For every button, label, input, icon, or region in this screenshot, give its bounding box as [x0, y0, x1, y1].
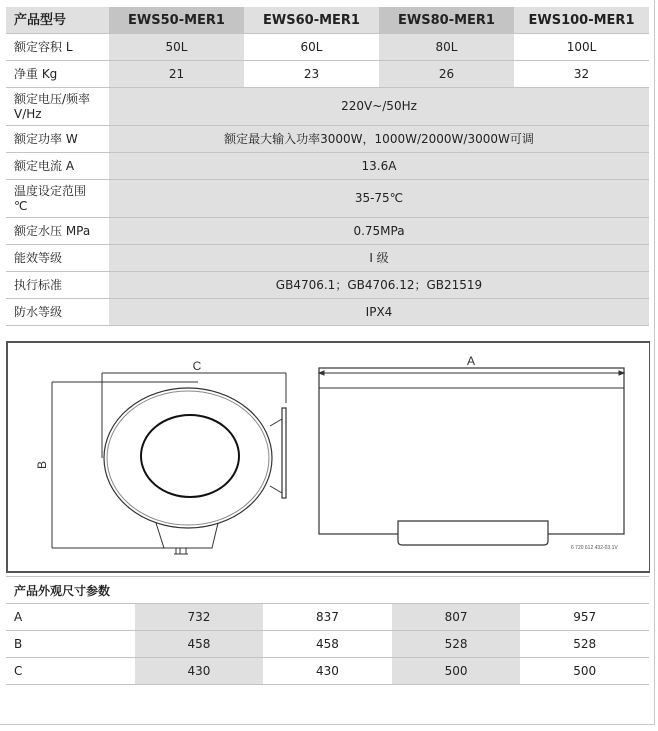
span-cell: GB4706.1；GB4706.12；GB21519: [109, 272, 649, 299]
spec-table: [6, 7, 649, 326]
cell: 732: [135, 604, 264, 631]
cell: 458: [135, 631, 264, 658]
page-border-right: [654, 0, 655, 725]
cell: 528: [520, 631, 649, 658]
label-a: A: [466, 354, 476, 368]
row-label: 额定容积 L: [6, 34, 109, 61]
model-header: EWS50-MER1: [109, 7, 244, 34]
spec-row-weight: [6, 61, 649, 88]
span-cell: 220V~/50Hz: [109, 88, 649, 126]
dims-row-c: [6, 658, 649, 685]
spec-row-efficiency: [6, 245, 649, 272]
model-header: EWS60-MER1: [244, 7, 379, 34]
cell: 430: [263, 658, 392, 685]
cell: 430: [135, 658, 264, 685]
dimension-diagram: [6, 341, 650, 573]
row-label: 能效等级: [6, 245, 109, 272]
span-cell: I 级: [109, 245, 649, 272]
cell: 957: [520, 604, 649, 631]
row-label: 净重 Kg: [6, 61, 109, 88]
spec-row-power: [6, 126, 649, 153]
row-label: 防水等级: [6, 299, 109, 326]
cell: 500: [392, 658, 521, 685]
page-border-bottom: [0, 724, 655, 725]
row-label: 额定功率 W: [6, 126, 109, 153]
cell: 21: [109, 61, 244, 88]
spec-row-voltage: [6, 88, 649, 126]
dims-title: 产品外观尺寸参数: [6, 577, 649, 604]
cell: 80L: [379, 34, 514, 61]
cell: 528: [392, 631, 521, 658]
row-label: 执行标准: [6, 272, 109, 299]
row-label: B: [6, 631, 135, 658]
dims-title-row: [6, 577, 649, 604]
dimensions-table: [6, 576, 649, 685]
span-cell: IPX4: [109, 299, 649, 326]
cell: 60L: [244, 34, 379, 61]
row-label: A: [6, 604, 135, 631]
cell: 32: [514, 61, 649, 88]
label-b: B: [35, 460, 49, 470]
cell: 100L: [514, 34, 649, 61]
cell: 837: [263, 604, 392, 631]
spec-header-row: [6, 7, 649, 34]
spec-row-temperature: [6, 180, 649, 218]
span-cell: 额定最大输入功率3000W，1000W/2000W/3000W可调: [109, 126, 649, 153]
row-label: 温度设定范围 ℃: [6, 180, 109, 218]
dims-row-b: [6, 631, 649, 658]
cell: 26: [379, 61, 514, 88]
span-cell: 13.6A: [109, 153, 649, 180]
heater-drawing-icon: [8, 343, 649, 571]
row-label: C: [6, 658, 135, 685]
spec-row-current: [6, 153, 649, 180]
row-label: 额定电压/频率 V/Hz: [6, 88, 109, 126]
cell: 500: [520, 658, 649, 685]
spec-row-standard: [6, 272, 649, 299]
cell: 23: [244, 61, 379, 88]
model-header: EWS80-MER1: [379, 7, 514, 34]
cell: 458: [263, 631, 392, 658]
model-header: EWS100-MER1: [514, 7, 649, 34]
cell: 807: [392, 604, 521, 631]
drawing-code: 6 720 612 432-03,1V: [571, 545, 618, 551]
spec-row-waterproof: [6, 299, 649, 326]
row-label: 额定电流 A: [6, 153, 109, 180]
row-label: 额定水压 MPa: [6, 218, 109, 245]
header-label: 产品型号: [6, 7, 109, 34]
dims-row-a: [6, 604, 649, 631]
span-cell: 0.75MPa: [109, 218, 649, 245]
label-c: C: [192, 359, 202, 373]
span-cell: 35-75℃: [109, 180, 649, 218]
spec-row-pressure: [6, 218, 649, 245]
spec-row-capacity: [6, 34, 649, 61]
cell: 50L: [109, 34, 244, 61]
